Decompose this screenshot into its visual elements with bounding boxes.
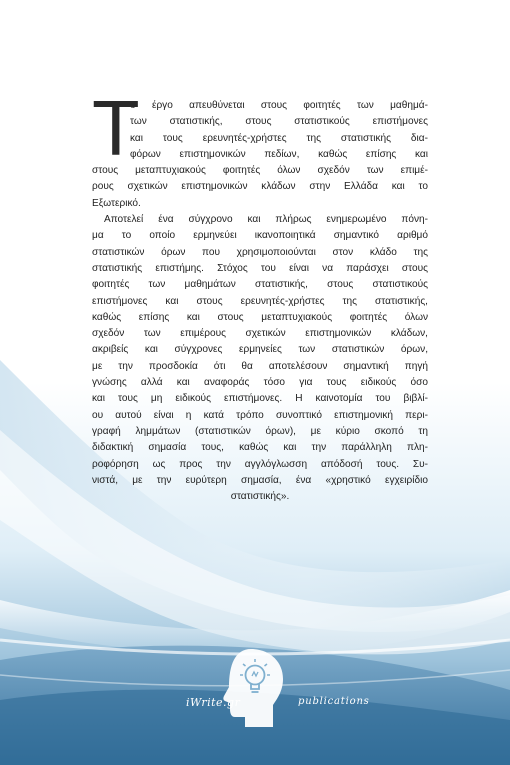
text-line: των στατιστικής, στους στατιστικούς επιστήμονες [130,116,428,128]
text-line: ρους σχετικών επιστημονικών κλάδων στην Ελλάδα και το [92,181,428,193]
drop-cap: Τ [92,84,140,172]
publisher-label: publications [298,696,370,707]
text-line: στατιστικών όρων που χρησιμοποιούνται στον κλάδο της [92,246,428,258]
text-line: Αποτελεί ένα σύγχρονο και πλήρως ενημερωμένο πόνη- [104,214,428,226]
text-line: στους μεταπτυχιακούς φοιτητές όλων σχεδόν των επιμέ- [92,165,428,177]
text-line: φοιτητές των μαθημάτων στατιστικής, στους στατιστικούς [92,279,428,291]
text-line: φόρων επιστημονικών πεδίων, καθώς επίσης και [130,148,428,160]
text-line: και τους ερευνητές-χρήστες της στατιστικής δια- [130,132,428,144]
paragraph-2 [92,212,428,505]
text-line: καθώς επίσης και στους μεταπτυχιακούς φοιτητές όλων [92,311,428,323]
text-line: γνώσης αλλά και αναφοράς τόσο για τους ειδικούς όσο [92,377,428,389]
text-line: με την προσδοκία ότι θα αποτελέσουν σημαντική πηγή [92,360,428,372]
text-line: Εξωτερικό. [92,197,141,209]
text-line: γραφή λημμάτων (στατιστικών όρων), με κύριο σκοπό τη [92,425,428,437]
text-line: και τους μη ειδικούς επιστήμονες. Η καινοτομία του βιβλί- [92,393,428,405]
head-lightbulb-icon [221,645,287,731]
text-line: ου αυτού είναι η κατά τρόπο συνοπτικό επιστημονική περι- [92,409,428,421]
text-line: ο έργο απευθύνεται στους φοιτητές των μαθημά- [130,100,428,111]
description-text [92,84,428,505]
text-line: στατιστικής». [230,491,290,503]
text-line: σχεδόν των επιμέρους σχετικών επιστημονικών κλάδων, [92,328,428,340]
text-line: μα το οποίο ερμηνεύει ικανοποιητικά σημαντικό αριθμό [92,230,428,242]
paragraph-1 [92,84,428,212]
text-line: διδακτική σημασία τους, καθώς και την παράλληλη πλη- [92,442,428,454]
publisher-site: iWrite.gr [186,696,241,709]
text-line: νιστά, με την ευρύτερη σημασία, ένα «χρηστικό εγχειρίδιο [92,474,428,486]
text-line: επιστήμονες και στους ερευνητές-χρήστες της στατιστικής, [92,295,428,307]
text-line: ροφόρηση ως προς την αγγλόγλωσση απόδοσή τους. Συ- [92,458,428,470]
text-line: στατιστικής επιστήμης. Στόχος του είναι να παράσχει στους [92,262,428,274]
text-line: ακριβείς και σύγχρονες ερμηνείες των στατιστικών όρων, [92,344,428,356]
